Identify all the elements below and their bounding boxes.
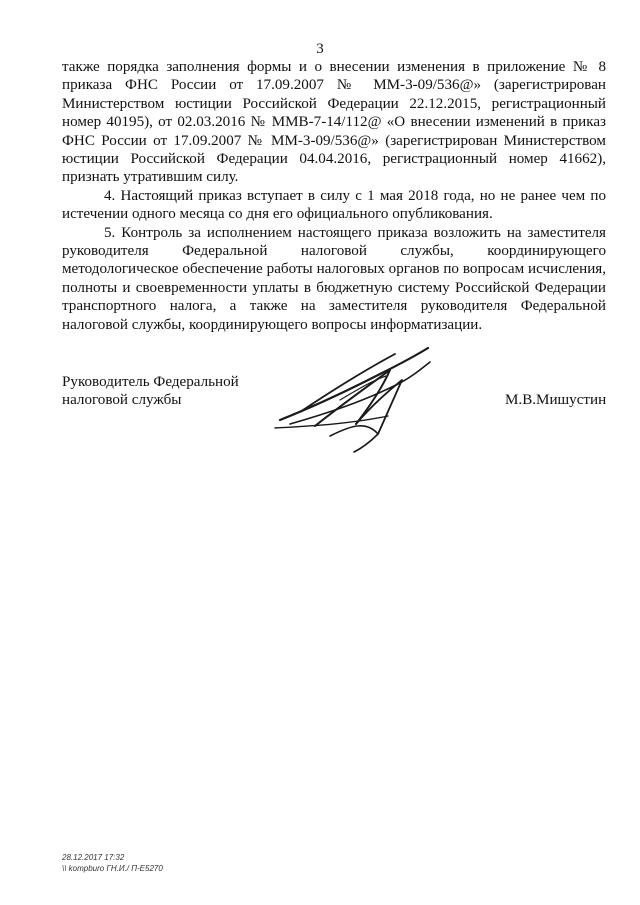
- paragraph-item-5: 5. Контроль за исполнением настоящего приказа возложить на заместителя руководителя Федеральной налоговой службы, координирующего методологическое обеспечение работы налоговых органов по вопросам исчисления, полноты и своевременности уплаты в бюджетную систему Российской Федерации транспортного налога, а также на заместителя руководителя Федеральной налоговой службы, координирующего вопросы информатизации.: [62, 224, 606, 333]
- paragraph-item-4: 4. Настоящий приказ вступает в силу с 1 мая 2018 года, но не ранее чем по истечении одного месяца со дня его официального опубликования.: [62, 187, 606, 223]
- signatory-title-line-2: налоговой службы: [62, 392, 182, 409]
- signatory-title-line-1: Руководитель Федеральной: [62, 374, 239, 390]
- paragraph-continuation: также порядка заполнения формы и о внесении изменения в приложение № 8 приказа ФНС России от 17.09.2007 № ММ-3-09/536@» (зарегистрирован Министерством юстиции Российской Федерации 22.12.2015, регистрационный номер 40195), от 02.03.2016 № ММВ-7-14/112@ «О внесении изменений в приказ ФНС России от 17.09.2007 № ММ-3-09/536@» (зарегистрирован Министерством юстиции Российской Федерации 04.04.2016, регистрационный номер 41662), признать утратившим силу.: [62, 59, 606, 186]
- page-number: 3: [316, 41, 324, 57]
- footer-print-info: [62, 852, 163, 874]
- document-body: [62, 58, 606, 334]
- footer-file-reference: \\ kompburo ГН.И./ П-Е5270: [62, 864, 163, 873]
- signer-name: М.В.Мишустин: [505, 392, 607, 408]
- signatory-title: [62, 373, 239, 410]
- handwritten-signature: [270, 340, 440, 455]
- footer-timestamp: 28.12.2017 17:32: [62, 853, 125, 862]
